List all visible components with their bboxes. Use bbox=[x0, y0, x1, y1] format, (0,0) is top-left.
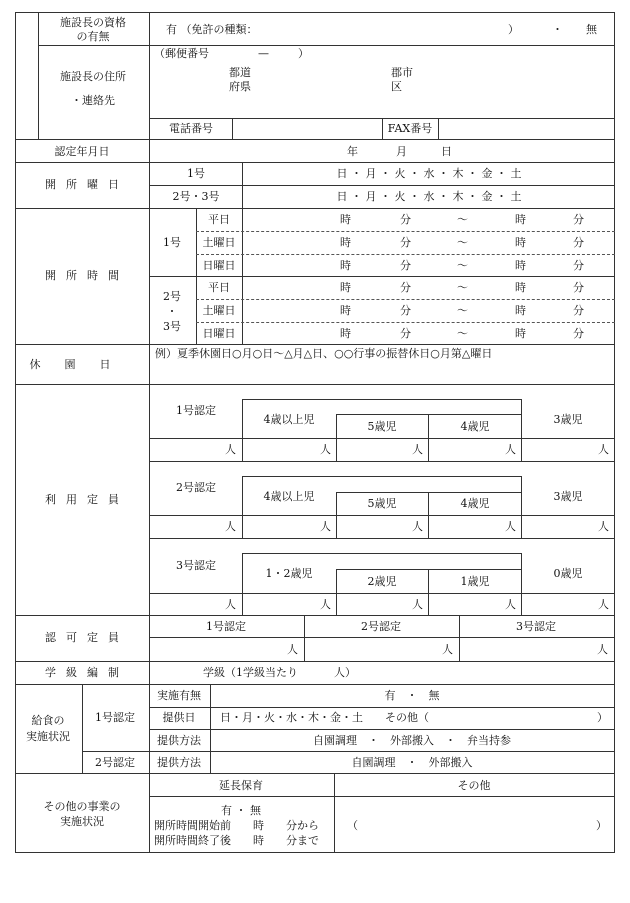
unit[interactable]: 人 bbox=[412, 520, 423, 533]
postal-close: ） bbox=[298, 47, 309, 60]
phone-label: 電話番号 bbox=[169, 122, 213, 135]
minute-unit: 分 bbox=[573, 304, 584, 317]
extended-care-label: 延長保育 bbox=[219, 779, 263, 792]
tilde: ～ bbox=[457, 259, 468, 272]
hour-unit: 時 bbox=[515, 304, 526, 317]
approved-capacity-label: 認可定員 bbox=[45, 631, 129, 644]
capacity-last: 0歳児 bbox=[553, 567, 583, 580]
capacity-sub2: 4歳児 bbox=[460, 497, 490, 510]
day-type-label: 土曜日 bbox=[202, 236, 236, 249]
minute-unit: 分 bbox=[400, 259, 411, 272]
unit[interactable]: 人 bbox=[320, 443, 331, 456]
day-type-label: 平日 bbox=[208, 213, 230, 226]
meals-label-2: 実施状況 bbox=[26, 730, 70, 743]
unit[interactable]: 人 bbox=[598, 598, 609, 611]
opening-days-1go: 1号 bbox=[187, 167, 205, 180]
other-label: その他 bbox=[457, 779, 491, 792]
unit[interactable]: 人 bbox=[225, 520, 236, 533]
postal-dash: — bbox=[258, 47, 269, 60]
other-close-paren: ） bbox=[596, 819, 607, 832]
capacity-age-group: 1・2歳児 bbox=[265, 567, 313, 580]
day-type-label: 日曜日 bbox=[202, 259, 236, 272]
unit[interactable]: 人 bbox=[442, 643, 453, 656]
unit[interactable]: 人 bbox=[412, 443, 423, 456]
meals-provision-days-close: ） bbox=[597, 711, 608, 724]
other-services-label-2: 実施状況 bbox=[60, 815, 104, 828]
capacity-group-title: 2号認定 bbox=[176, 481, 216, 494]
capacity-group-title: 1号認定 bbox=[176, 404, 216, 417]
tilde: ～ bbox=[457, 304, 468, 317]
meals-implemented-label: 実施有無 bbox=[157, 689, 201, 702]
unit[interactable]: 人 bbox=[598, 443, 609, 456]
minute-unit: 分 bbox=[573, 259, 584, 272]
qualification-close: ） bbox=[508, 23, 519, 36]
day-type-label: 平日 bbox=[208, 281, 230, 294]
capacity-last: 3歳児 bbox=[553, 490, 583, 503]
opening-days-weekdays-1[interactable]: 日 ・ 月 ・ 火 ・ 水 ・ 木 ・ 金 ・ 土 bbox=[336, 167, 522, 180]
opening-days-weekdays-2[interactable]: 日 ・ 月 ・ 火 ・ 水 ・ 木 ・ 金 ・ 土 bbox=[336, 190, 522, 203]
extended-yes-no[interactable]: 有 ・ 無 bbox=[221, 804, 261, 817]
hour-unit: 時 bbox=[340, 213, 351, 226]
capacity-age-group: 4歳以上児 bbox=[263, 490, 315, 503]
class-structure-unit: 人） bbox=[334, 666, 356, 679]
prefecture-label: 都道 bbox=[229, 66, 251, 79]
hour-unit: 時 bbox=[340, 281, 351, 294]
certification-date-label: 認定年月日 bbox=[54, 145, 110, 158]
hour-unit: 時 bbox=[515, 213, 526, 226]
other-open-paren: （ bbox=[347, 819, 358, 832]
minute-unit: 分 bbox=[400, 213, 411, 226]
hour-unit: 時 bbox=[515, 236, 526, 249]
opening-hours-dot: ・ bbox=[166, 305, 178, 318]
fax-label: FAX番号 bbox=[387, 122, 433, 135]
class-structure-text[interactable]: 学級（1学級当たり bbox=[203, 666, 298, 679]
hour-unit: 時 bbox=[515, 281, 526, 294]
after-close-time[interactable]: 開所時間終了後 時 分まで bbox=[154, 834, 319, 847]
minute-unit: 分 bbox=[573, 213, 584, 226]
opening-days-23go: 2号・3号 bbox=[172, 190, 220, 203]
unit[interactable]: 人 bbox=[320, 520, 331, 533]
meals-implemented-value[interactable]: 有 ・ 無 bbox=[384, 689, 440, 702]
opening-hours-3go: 3号 bbox=[163, 320, 181, 333]
opening-hours-2go: 2号 bbox=[163, 290, 181, 303]
hour-unit: 時 bbox=[340, 304, 351, 317]
minute-unit: 分 bbox=[400, 236, 411, 249]
opening-hours-label: 開所時間 bbox=[45, 269, 129, 282]
before-open-time[interactable]: 開所時間開始前 時 分から bbox=[154, 819, 319, 832]
hour-unit: 時 bbox=[340, 236, 351, 249]
tilde: ～ bbox=[457, 236, 468, 249]
address-label: 施設長の住所 bbox=[60, 70, 126, 83]
unit[interactable]: 人 bbox=[505, 598, 516, 611]
meals-method-label: 提供方法 bbox=[157, 734, 201, 747]
approved-col-1: 1号認定 bbox=[206, 620, 246, 633]
holidays-label: 休園日 bbox=[29, 358, 135, 371]
approved-col-2: 2号認定 bbox=[361, 620, 401, 633]
opening-days-label: 開所曜日 bbox=[45, 178, 129, 191]
unit[interactable]: 人 bbox=[225, 443, 236, 456]
unit[interactable]: 人 bbox=[412, 598, 423, 611]
unit[interactable]: 人 bbox=[505, 520, 516, 533]
postal-label: （郵便番号 bbox=[154, 47, 209, 60]
tilde: ～ bbox=[457, 213, 468, 226]
cert-year: 年 bbox=[347, 145, 358, 158]
cert-day: 日 bbox=[441, 145, 452, 158]
capacity-sub2: 1歳児 bbox=[460, 575, 490, 588]
minute-unit: 分 bbox=[400, 327, 411, 340]
other-services-label: その他の事業の bbox=[43, 800, 121, 813]
day-type-label: 土曜日 bbox=[202, 304, 236, 317]
meals-method-2[interactable]: 自園調理 ・ 外部搬入 bbox=[351, 756, 473, 769]
unit[interactable]: 人 bbox=[597, 643, 608, 656]
meals-group-2: 2号認定 bbox=[95, 756, 135, 769]
approved-col-3: 3号認定 bbox=[516, 620, 556, 633]
capacity-sub1: 2歳児 bbox=[367, 575, 397, 588]
minute-unit: 分 bbox=[400, 281, 411, 294]
unit[interactable]: 人 bbox=[225, 598, 236, 611]
minute-unit: 分 bbox=[400, 304, 411, 317]
capacity-sub1: 5歳児 bbox=[367, 420, 397, 433]
capacity-label: 利用定員 bbox=[45, 493, 129, 506]
minute-unit: 分 bbox=[573, 327, 584, 340]
minute-unit: 分 bbox=[573, 236, 584, 249]
meals-group-1: 1号認定 bbox=[95, 711, 135, 724]
unit[interactable]: 人 bbox=[598, 520, 609, 533]
class-structure-label: 学級編制 bbox=[45, 666, 129, 679]
meals-provision-days-label: 提供日 bbox=[162, 711, 196, 724]
meals-label: 給食の bbox=[31, 714, 65, 727]
minute-unit: 分 bbox=[573, 281, 584, 294]
capacity-group-title: 3号認定 bbox=[176, 559, 216, 572]
hour-unit: 時 bbox=[515, 259, 526, 272]
opening-hours-1go: 1号 bbox=[163, 236, 181, 249]
unit[interactable]: 人 bbox=[287, 643, 298, 656]
tilde: ～ bbox=[457, 327, 468, 340]
hour-unit: 時 bbox=[515, 327, 526, 340]
meals-method-1[interactable]: 自園調理 ・ 外部搬入 ・ 弁当持参 bbox=[313, 734, 511, 747]
qualification-none[interactable]: 無 bbox=[586, 23, 597, 36]
qualification-label: 施設長の資格 bbox=[60, 16, 126, 29]
prefecture-label-2: 府県 bbox=[229, 80, 251, 93]
address-label-2: ・連絡先 bbox=[71, 94, 115, 107]
day-type-label: 日曜日 bbox=[202, 327, 236, 340]
hour-unit: 時 bbox=[340, 327, 351, 340]
meals-method-label-2: 提供方法 bbox=[157, 756, 201, 769]
holidays-example[interactable]: 例）夏季休園日○月○日～△月△日、○○行事の振替休日○月第△曜日 bbox=[155, 347, 493, 360]
capacity-sub2: 4歳児 bbox=[460, 420, 490, 433]
unit[interactable]: 人 bbox=[320, 598, 331, 611]
ward-label: 区 bbox=[391, 80, 402, 93]
city-label: 郡市 bbox=[391, 66, 413, 79]
capacity-last: 3歳児 bbox=[553, 413, 583, 426]
qualification-options[interactable]: 有 （免許の種類： bbox=[166, 23, 258, 36]
capacity-age-group: 4歳以上児 bbox=[263, 413, 315, 426]
hour-unit: 時 bbox=[340, 259, 351, 272]
cert-month: 月 bbox=[396, 145, 407, 158]
capacity-sub1: 5歳児 bbox=[367, 497, 397, 510]
qualification-label-2: の有無 bbox=[76, 30, 110, 43]
meals-provision-days[interactable]: 日・月・火・水・木・金・土 その他（ bbox=[220, 711, 429, 724]
unit[interactable]: 人 bbox=[505, 443, 516, 456]
tilde: ～ bbox=[457, 281, 468, 294]
qualification-dot: ・ bbox=[552, 23, 563, 36]
